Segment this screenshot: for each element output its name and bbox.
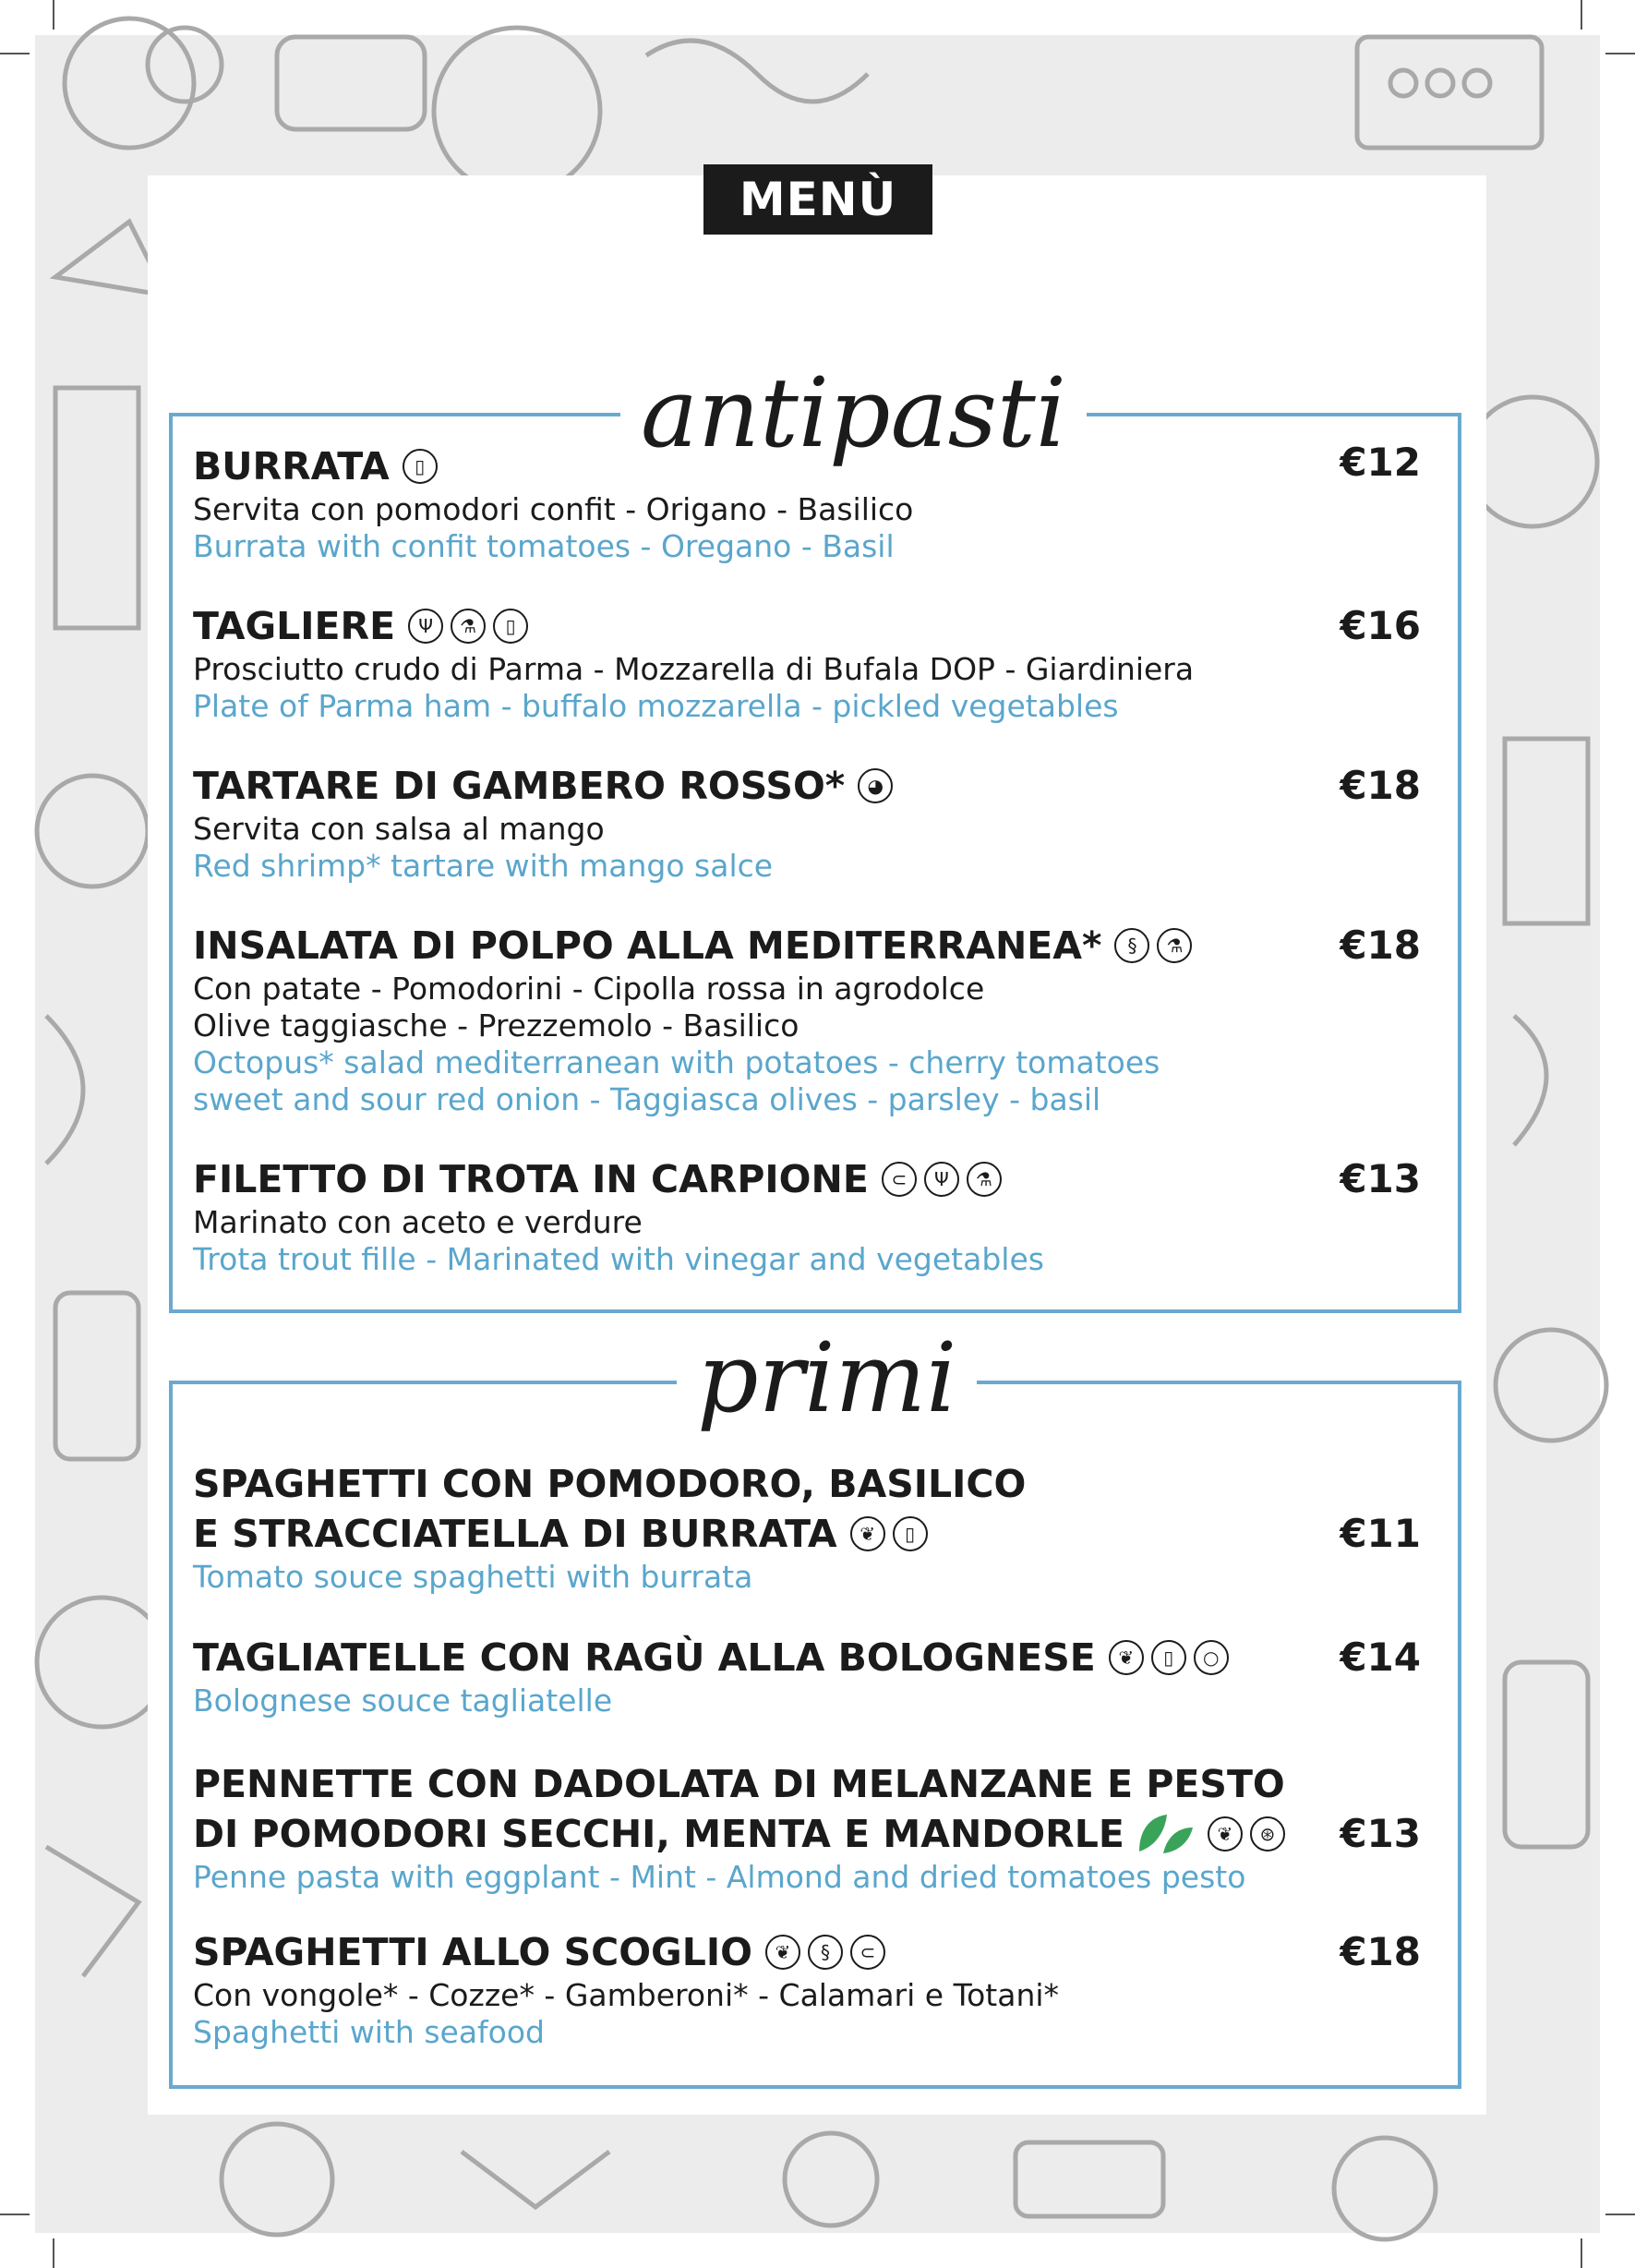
item-price: €18 <box>1340 923 1421 968</box>
menu-title: MENÙ <box>703 164 932 235</box>
item-name-text: SPAGHETTI CON POMODORO, BASILICO <box>193 1462 1027 1506</box>
fish-icon: ⊂ <box>882 1162 917 1197</box>
item-translation: Burrata with confit tomatoes - Oregano - Basil <box>193 528 895 564</box>
antipasti-heading: antipasti <box>620 365 1087 461</box>
menu-item <box>193 1154 1421 1278</box>
allergen-icons <box>850 1516 928 1551</box>
item-name-text: INSALATA DI POLPO ALLA MEDITERRANEA* <box>193 923 1102 968</box>
menu-item <box>193 441 1421 565</box>
item-description: Servita con salsa al mango <box>193 811 605 847</box>
fish-icon: ⊂ <box>850 1935 885 1970</box>
item-name-text: E STRACCIATELLA DI BURRATA <box>193 1512 837 1556</box>
shrimp-icon: § <box>1114 928 1149 963</box>
item-description: Servita con pomodori confit - Origano - Basilico <box>193 491 914 527</box>
item-translation: Tomato souce spaghetti with burrata <box>193 1559 753 1595</box>
allergen-icons <box>1114 928 1192 963</box>
bottle-icon: ▯ <box>403 449 438 484</box>
item-name <box>193 1927 1421 1977</box>
item-name <box>193 1154 1421 1204</box>
item-price: €14 <box>1340 1635 1421 1680</box>
allergen-icons <box>403 449 438 484</box>
item-name <box>193 1759 1421 1809</box>
item-translation: Spaghetti with seafood <box>193 2014 545 2050</box>
item-name-text: TARTARE DI GAMBERO ROSSO* <box>193 764 846 808</box>
bottle-icon: ▯ <box>493 609 528 644</box>
item-name-text: FILETTO DI TROTA IN CARPIONE <box>193 1157 869 1201</box>
flask-icon: ⚗ <box>451 609 486 644</box>
item-name <box>193 1459 1421 1509</box>
item-name <box>193 761 1421 811</box>
item-translation: Plate of Parma ham - buffalo mozzarella - pickled vegetables <box>193 688 1119 724</box>
item-translation: Trota trout fille - Marinated with vinegar and vegetables <box>193 1241 1044 1277</box>
item-price: €12 <box>1340 440 1421 485</box>
menu-item <box>193 1459 1421 1596</box>
allergen-icons <box>858 768 893 803</box>
menu-item <box>193 601 1421 725</box>
allergen-icons <box>408 609 528 644</box>
wheat-icon: ❦ <box>1109 1640 1144 1675</box>
wheat-icon: ❦ <box>850 1516 885 1551</box>
item-name <box>193 1509 1421 1559</box>
item-translation: sweet and sour red onion - Taggiasca olives - parsley - basil <box>193 1081 1101 1117</box>
item-name-text: PENNETTE CON DADOLATA DI MELANZANE E PESTO <box>193 1762 1285 1806</box>
wheat-icon: ❦ <box>1208 1816 1243 1852</box>
item-translation: Red shrimp* tartare with mango salce <box>193 848 774 884</box>
celery-icon: Ψ <box>924 1162 959 1197</box>
shell-icon: ◕ <box>858 768 893 803</box>
item-description: Prosciutto crudo di Parma - Mozzarella di Bufala DOP - Giardiniera <box>193 651 1195 687</box>
shrimp-icon: § <box>808 1935 843 1970</box>
menu-item <box>193 1633 1421 1719</box>
menu-item <box>193 761 1421 885</box>
item-name-text: BURRATA <box>193 444 390 489</box>
nut-icon: ⊛ <box>1250 1816 1285 1852</box>
vegan-leaf-icon <box>1136 1811 1195 1857</box>
item-description: Marinato con aceto e verdure <box>193 1204 643 1240</box>
item-name-text: TAGLIERE <box>193 604 396 648</box>
bottle-icon: ▯ <box>893 1516 928 1551</box>
menu-item <box>193 1759 1421 1896</box>
item-name <box>193 1633 1421 1683</box>
item-name <box>193 601 1421 651</box>
item-price: €13 <box>1340 1811 1421 1856</box>
item-name <box>193 1809 1421 1859</box>
item-description: Olive taggiasche - Prezzemolo - Basilico <box>193 1007 799 1044</box>
item-name-text: TAGLIATELLE CON RAGÙ ALLA BOLOGNESE <box>193 1635 1096 1680</box>
item-translation: Octopus* salad mediterranean with potatoes - cherry tomatoes <box>193 1044 1160 1080</box>
item-price: €16 <box>1340 603 1421 648</box>
allergen-icons <box>1208 1816 1285 1852</box>
flask-icon: ⚗ <box>967 1162 1002 1197</box>
item-name-text: DI POMODORI SECCHI, MENTA E MANDORLE <box>193 1812 1124 1856</box>
flask-icon: ⚗ <box>1157 928 1192 963</box>
item-translation: Penne pasta with eggplant - Mint - Almond and dried tomatoes pesto <box>193 1859 1246 1895</box>
item-price: €18 <box>1340 763 1421 808</box>
item-translation: Bolognese souce tagliatelle <box>193 1683 613 1719</box>
allergen-icons <box>765 1935 885 1970</box>
item-name <box>193 921 1421 971</box>
bottle-icon: ▯ <box>1151 1640 1186 1675</box>
egg-icon: ○ <box>1194 1640 1229 1675</box>
allergen-icons <box>1109 1640 1229 1675</box>
wheat-icon: ❦ <box>765 1935 800 1970</box>
item-description: Con patate - Pomodorini - Cipolla rossa in agrodolce <box>193 971 985 1007</box>
item-name <box>193 441 1421 491</box>
menu-item <box>193 921 1421 1118</box>
item-price: €13 <box>1340 1156 1421 1201</box>
menu-item <box>193 1927 1421 2051</box>
allergen-icons <box>882 1162 1002 1197</box>
item-price: €11 <box>1340 1511 1421 1556</box>
celery-icon: Ψ <box>408 609 443 644</box>
item-name-text: SPAGHETTI ALLO SCOGLIO <box>193 1930 752 1974</box>
item-description: Con vongole* - Cozze* - Gamberoni* - Calamari e Totani* <box>193 1977 1060 2013</box>
primi-heading: primi <box>677 1330 977 1426</box>
item-price: €18 <box>1340 1929 1421 1974</box>
